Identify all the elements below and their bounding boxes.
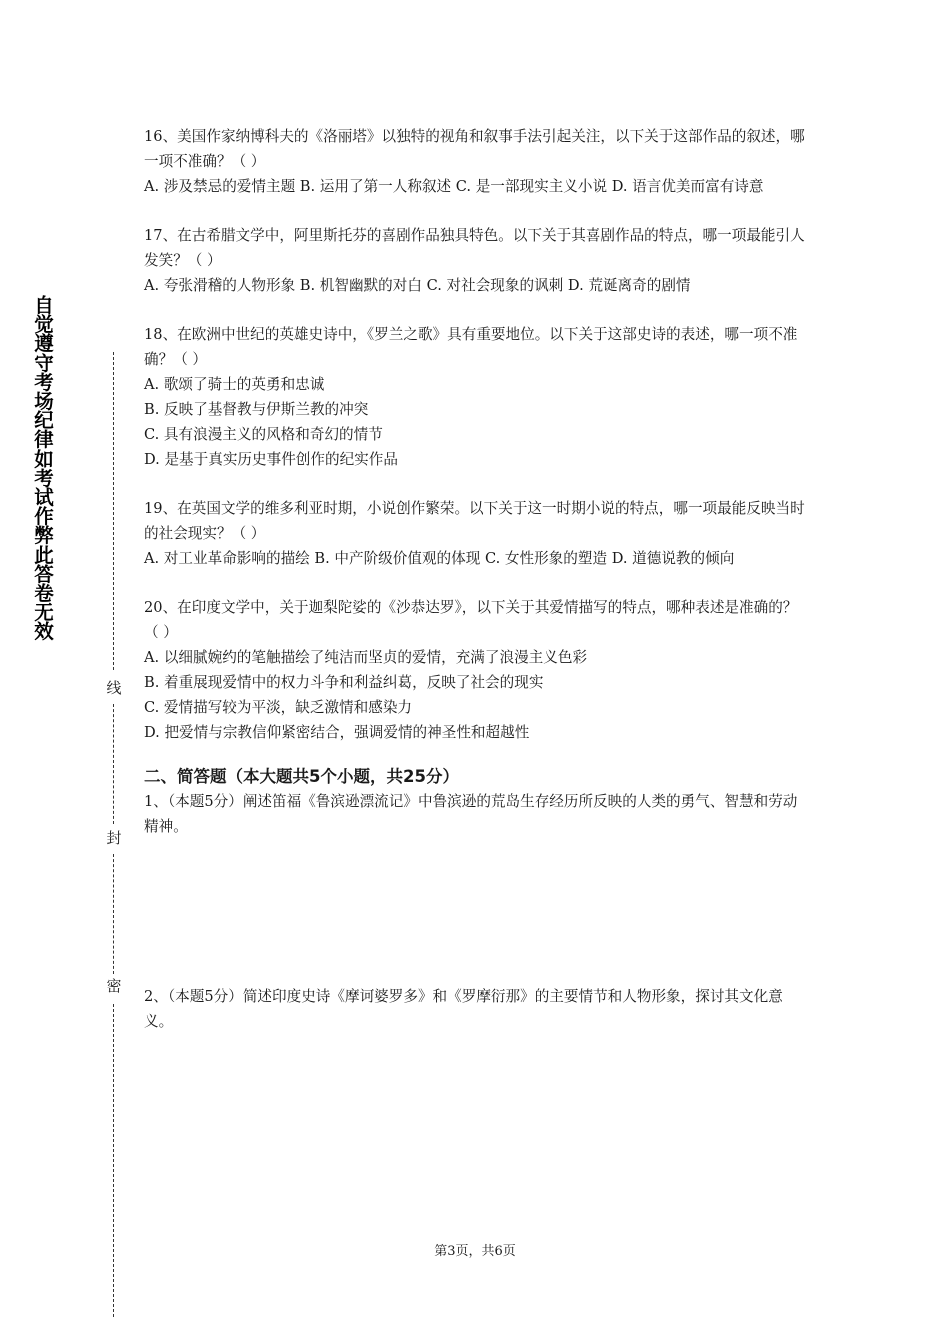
question-18 — [144, 322, 808, 472]
answer-space[interactable] — [144, 839, 808, 984]
binding-label-secret: 密 — [104, 978, 124, 994]
exam-content — [144, 124, 808, 1034]
binding-line — [104, 352, 124, 1317]
binding-label-seal: 封 — [104, 830, 124, 846]
option-a: A. 歌颂了骑士的英勇和忠诚 — [144, 376, 325, 393]
short-answer-question-2: 2、（本题5分）简述印度史诗《摩诃婆罗多》和《罗摩衍那》的主要情节和人物形象，探讨其文化意义。 — [144, 988, 783, 1030]
short-answer-question-1: 1、（本题5分）阐述笛福《鲁滨逊漂流记》中鲁滨逊的荒岛生存经历所反映的人类的勇气、智慧和劳动精神。 — [144, 793, 798, 835]
option-b: B. 着重展现爱情中的权力斗争和利益纠葛，反映了社会的现实 — [144, 674, 544, 691]
option-d: D. 是基于真实历史事件创作的纪实作品 — [144, 451, 398, 468]
question-20 — [144, 595, 808, 745]
option-a: A. 以细腻婉约的笔触描绘了纯洁而坚贞的爱情，充满了浪漫主义色彩 — [144, 649, 588, 666]
binding-dash — [113, 352, 114, 670]
binding-dash — [113, 1004, 114, 1317]
question-stem: 20、在印度文学中，关于迦梨陀娑的《沙恭达罗》，以下关于其爱情描写的特点，哪种表述是准确的？（ ） — [144, 599, 798, 641]
question-stem: 18、在欧洲中世纪的英雄史诗中，《罗兰之歌》具有重要地位。以下关于这部史诗的表述，哪一项不准确？（ ） — [144, 326, 798, 368]
option-c: C. 爱情描写较为平淡，缺乏激情和感染力 — [144, 699, 413, 716]
question-options: A. 涉及禁忌的爱情主题 B. 运用了第一人称叙述 C. 是一部现实主义小说 D. 语言优美而富有诗意 — [144, 178, 764, 195]
binding-dash — [113, 854, 114, 974]
option-d: D. 把爱情与宗教信仰紧密结合，强调爱情的神圣性和超越性 — [144, 724, 530, 741]
option-c: C. 具有浪漫主义的风格和奇幻的情节 — [144, 426, 383, 443]
question-16 — [144, 124, 808, 199]
section-title-short-answer: 二、简答题（本大题共5个小题，共25分） — [144, 767, 459, 786]
question-19 — [144, 496, 808, 571]
option-b: B. 反映了基督教与伊斯兰教的冲突 — [144, 401, 369, 418]
question-options: A. 夸张滑稽的人物形象 B. 机智幽默的对白 C. 对社会现象的讽刺 D. 荒诞离奇的剧情 — [144, 277, 691, 294]
question-stem: 19、在英国文学的维多利亚时期，小说创作繁荣。以下关于这一时期小说的特点，哪一项最能反映当时的社会现实？（ ） — [144, 500, 805, 542]
exam-discipline-notice: 自觉遵守考场纪律如考试作弊此答卷无效 — [34, 294, 54, 644]
question-17 — [144, 223, 808, 298]
binding-label-line: 线 — [104, 680, 124, 696]
question-stem: 17、在古希腊文学中，阿里斯托芬的喜剧作品独具特色。以下关于其喜剧作品的特点，哪一项最能引人发笑？（ ） — [144, 227, 805, 269]
binding-dash — [113, 704, 114, 824]
page-footer: 第3页，共6页 — [434, 1244, 516, 1259]
question-options: A. 对工业革命影响的描绘 B. 中产阶级价值观的体现 C. 女性形象的塑造 D. 道德说教的倾向 — [144, 550, 735, 567]
question-stem: 16、美国作家纳博科夫的《洛丽塔》以独特的视角和叙事手法引起关注，以下关于这部作品的叙述，哪一项不准确？（ ） — [144, 128, 805, 170]
